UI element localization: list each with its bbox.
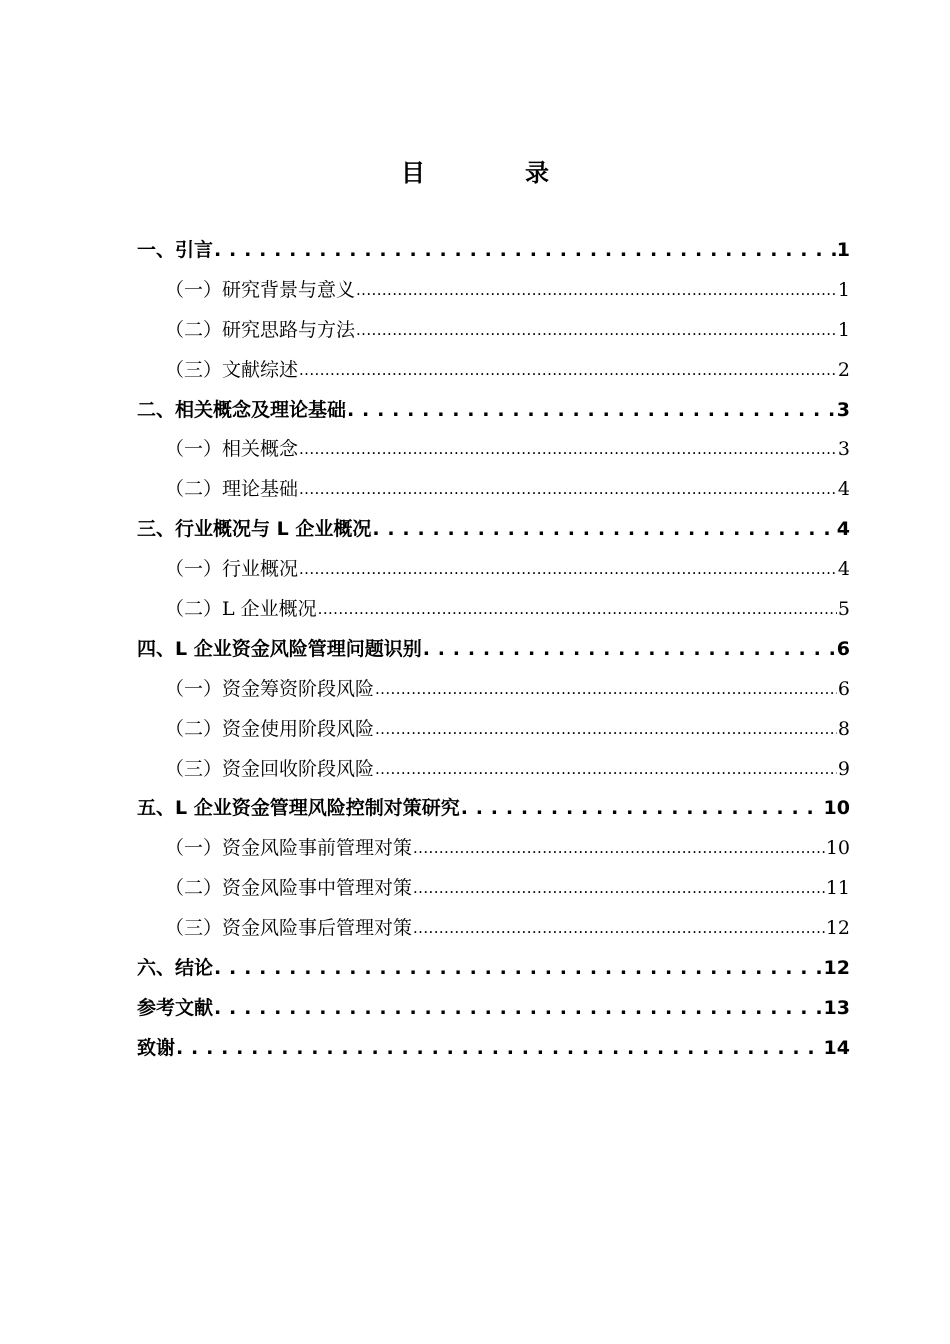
toc-entry-section[interactable] [137, 351, 850, 391]
toc-entry-label: （一）资金筹资阶段风险 [165, 677, 375, 700]
toc-dot-leader [318, 590, 837, 630]
toc-entry-chapter[interactable] [137, 630, 850, 670]
toc-entry-page-number: 8 [837, 717, 850, 740]
toc-dot-leader [413, 909, 825, 949]
toc-entry-page-number: 2 [837, 358, 850, 381]
toc-dot-leader [375, 670, 837, 710]
toc-dot-leader [423, 630, 836, 670]
toc-title [0, 155, 950, 191]
toc-dot-leader [356, 271, 837, 311]
toc-entry-section[interactable] [137, 829, 850, 869]
toc-entry-page-number: 4 [837, 478, 850, 501]
toc-entry-page-number: 6 [836, 637, 850, 660]
toc-dot-leader [347, 391, 836, 431]
toc-entry-page-number: 10 [825, 837, 850, 860]
toc-entry-label: （一）研究背景与意义 [165, 278, 356, 301]
toc-entry-chapter[interactable] [137, 391, 850, 431]
toc-dot-leader [214, 949, 823, 989]
toc-entry-page-number: 12 [825, 917, 850, 940]
toc-dot-leader [299, 470, 837, 510]
toc-entry-page-number: 12 [823, 957, 850, 980]
toc-entry-label: （三）文献综述 [165, 358, 299, 381]
toc-entry-chapter[interactable] [137, 231, 850, 271]
toc-entry-page-number: 6 [837, 677, 850, 700]
toc-dot-leader [413, 869, 825, 909]
toc-entry-page-number: 1 [837, 318, 850, 341]
toc-entry-label: （二）L 企业概况 [165, 598, 317, 621]
toc-entry-label: 一、引言 [137, 239, 214, 261]
toc-entry-section[interactable] [137, 271, 850, 311]
toc-entry-section[interactable] [137, 670, 850, 710]
toc-entry-page-number: 10 [823, 797, 850, 820]
toc-title-char-2: 录 [525, 159, 549, 187]
toc-dot-leader [461, 789, 823, 829]
toc-dot-leader [299, 550, 837, 590]
toc-dot-leader [375, 710, 837, 750]
toc-entry-section[interactable] [137, 750, 850, 790]
toc-entry-page-number: 1 [836, 239, 850, 261]
toc-entry-label: （三）资金回收阶段风险 [165, 757, 375, 780]
toc-entry-section[interactable] [137, 470, 850, 510]
toc-dot-leader [299, 430, 837, 470]
toc-entry-label: 参考文献 [137, 996, 214, 1019]
toc-entry-section[interactable] [137, 869, 850, 909]
toc-dot-leader [299, 351, 837, 391]
toc-entry-section[interactable] [137, 311, 850, 351]
toc-entry-label: 致谢 [137, 1036, 176, 1059]
toc-entry-label: （二）研究思路与方法 [165, 318, 356, 341]
toc-entry-label: （三）资金风险事后管理对策 [165, 917, 413, 940]
toc-entry-page-number: 11 [825, 877, 850, 900]
toc-dot-leader [375, 750, 837, 790]
toc-dot-leader [214, 231, 836, 271]
toc-entry-label: （一）资金风险事前管理对策 [165, 837, 413, 860]
toc-list [137, 231, 850, 1069]
toc-entry-chapter[interactable] [137, 949, 850, 989]
toc-entry-label: 六、结论 [137, 957, 214, 980]
toc-entry-page-number: 14 [823, 1036, 850, 1059]
toc-entry-page-number: 3 [836, 398, 850, 421]
toc-entry-label: （二）资金风险事中管理对策 [165, 877, 413, 900]
toc-entry-page-number: 13 [823, 996, 850, 1019]
toc-entry-section[interactable] [137, 590, 850, 630]
toc-entry-page-number: 1 [837, 278, 850, 301]
toc-entry-section[interactable] [137, 430, 850, 470]
toc-entry-section[interactable] [137, 710, 850, 750]
toc-entry-page-number: 5 [837, 598, 850, 621]
toc-entry-label: 三、行业概况与 L 企业概况 [137, 518, 372, 541]
toc-dot-leader [176, 1029, 823, 1069]
toc-entry-page-number: 4 [837, 558, 850, 581]
toc-entry-section[interactable] [137, 550, 850, 590]
toc-entry-section[interactable] [137, 909, 850, 949]
toc-dot-leader [356, 311, 837, 351]
toc-entry-label: （二）资金使用阶段风险 [165, 717, 375, 740]
toc-entry-chapter[interactable] [137, 1029, 850, 1069]
toc-title-char-1: 目 [401, 159, 425, 187]
toc-entry-chapter[interactable] [137, 789, 850, 829]
toc-dot-leader [214, 989, 823, 1029]
toc-entry-page-number: 3 [837, 438, 850, 461]
toc-entry-label: （一）行业概况 [165, 558, 299, 581]
toc-entry-page-number: 4 [836, 518, 850, 541]
toc-entry-label: 二、相关概念及理论基础 [137, 398, 347, 421]
toc-entry-label: （二）理论基础 [165, 478, 299, 501]
toc-entry-label: 四、L 企业资金风险管理问题识别 [137, 637, 422, 660]
toc-entry-chapter[interactable] [137, 989, 850, 1029]
toc-dot-leader [372, 510, 835, 550]
toc-entry-page-number: 9 [837, 757, 850, 780]
toc-entry-label: 五、L 企业资金管理风险控制对策研究 [137, 797, 460, 820]
toc-entry-chapter[interactable] [137, 510, 850, 550]
toc-dot-leader [413, 829, 825, 869]
toc-entry-label: （一）相关概念 [165, 438, 299, 461]
